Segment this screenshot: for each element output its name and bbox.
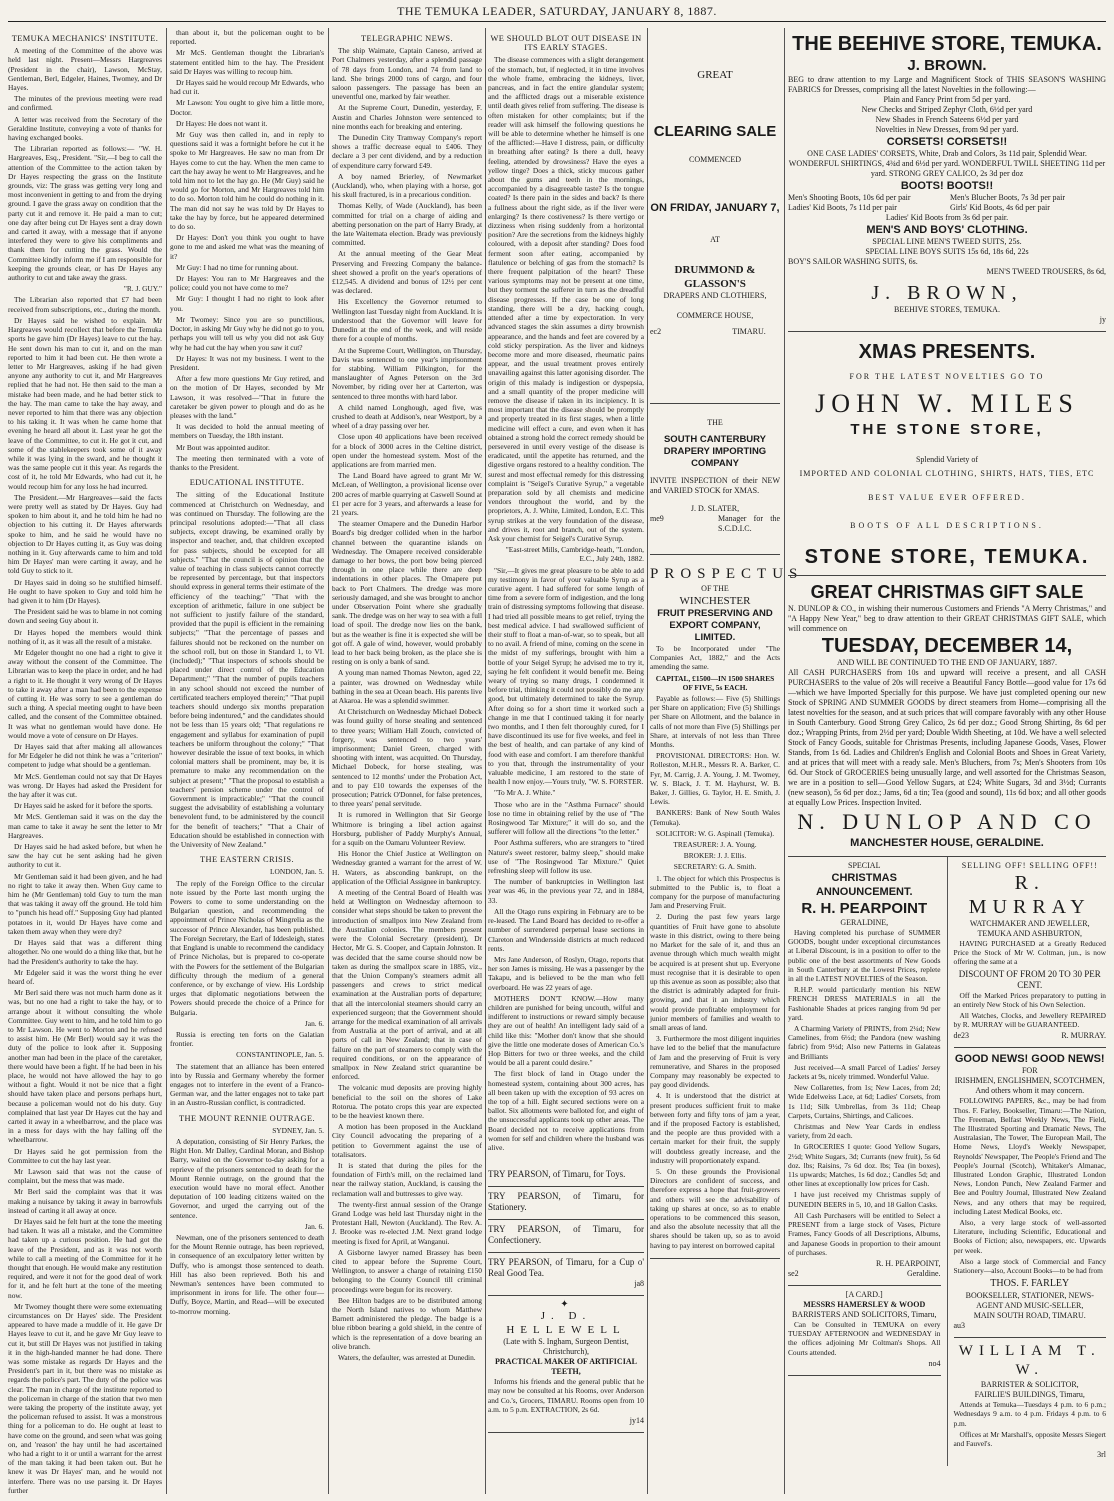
ad-text: OF THE	[701, 584, 729, 593]
paragraph: A young man named Thomas Newton, aged 22, a painter, was drowned on Wednesday while bathing in the sea at Ocean beach. His parents live at Akaroa. He was a splendid swimmer.	[332, 668, 482, 706]
article-title: TELEGRAPHIC NEWS.	[361, 34, 453, 43]
paragraph: The number of bankruptcies in Wellington last year was 46, in the previous year 72, and in 1884, 33.	[488, 877, 644, 905]
paragraph: All Cash Purchasers will be entitled to Select a PRESENT from a large stock of Vases, Picture Frames, Fancy Goods of all Descriptions, Albums, and Japanese Goods in proportion to their amount of purchases.	[788, 1210, 941, 1257]
paragraph: Dr Hayes said he felt hurt at the tone the meeting had taken. It was all a mistake, and the Committee had taken up a curious position. He had got the leave of the President, and as it was not worth while to call a meeting of the Committee for it he thought that enough. He would make any restitution required, and were it not for the good deal of work for it, and he felt hurt at the tone of the meeting now.	[8, 1216, 162, 1300]
ad-text: IMPORTED AND COLONIAL CLOTHING, SHIRTS, HATS, TIES, ETC	[799, 469, 1095, 478]
paragraph: Just received—A small Parcel of Ladies' Jersey Jackets at 9s, nicely trimmed. Wonderful Value.	[788, 1062, 941, 1082]
paragraph: In GROCERIES I quote: Good Yellow Sugars, 2½d; White Sugars, 3d; Currants (new fruit), 5s 6d doz. lbs; Raisins, 7s 6d doz. lbs; Tea (in boxes), 11s upwards; Matches, 1s 6d doz.; Candles 5d; and other lines at exceptionally low prices for Cash.	[788, 1142, 941, 1189]
ad-text: MAIN SOUTH ROAD, TIMARU.	[973, 1311, 1086, 1321]
ad-text: BOOTS OF ALL DESCRIPTIONS.	[850, 521, 1044, 530]
ad-list-item: BOY'S SAILOR WASHING SUITS, 6s.	[788, 257, 918, 266]
paragraph: A boy named Brierley, of Newmarket (Auckland), who, when playing with a horse, got his skull fractured, is in a precarious condition.	[332, 171, 482, 200]
ad-list-item: SPECIAL LINE MEN'S TWEED SUITS, 25s.	[872, 237, 1022, 246]
ad-headline: ON FRIDAY, JANUARY 7,	[650, 202, 780, 214]
ad-text: INVITE INSPECTION of their NEW and VARIED STOCK for XMAS.	[650, 476, 780, 495]
bottom-adverts-row	[788, 857, 1106, 1466]
paragraph: Mr Guy: I had no time for running about.	[176, 262, 299, 272]
ad-firm: DRUMMOND & GLASSON'S	[674, 264, 756, 290]
dentist-advert	[488, 1296, 644, 1433]
ad-text: GERALDINE,	[840, 918, 889, 927]
ad-headline: WILLIAM T. W.	[958, 1343, 1101, 1379]
ad-code: au3	[953, 1321, 966, 1331]
murray-column	[954, 857, 1107, 1466]
dateline: CONSTANTINOPLE, Jan. 5.	[236, 1050, 324, 1060]
paragraph: "Sir,—It gives me great pleasure to be able to add my testimony in favor of your valuable Syrup as a curative agent. I had suffered for some length of time from a severe form of indigestion, and the long train of distressing symptoms following that disease. I had tried all possible means to get relief, trying the best medical advice. I had swallowed sufficient of their stuff to float a man-of-war, so to speak, but all to no avail. A friend of mine, coming on the scene in the midst of my sufferings, brought with him a bottle of your Seigel Syrup; he advised me to try it, saying he felt confident it would benefit me. Being weary of trying so many drugs, I condemned it before trial, thinking it could not possibly do me any good, but ultimately determined to take the Syrup. After doing so for a short time it worked such a change in me that I continued taking it for nearly two months, and I then felt thoroughly cured, for I have discontinued its use for five weeks, and feel in the best of health, and can partake of any kind of food with ease and comfort. I am therefore thankful to you that, through the instrumentality of your valuable medicine, I am restored to the state of health I now enjoy.—Yours truly, "W. S. FORSTER.	[488, 565, 644, 787]
ad-headline: CHRISTMAS ANNOUNCEMENT.	[815, 872, 913, 898]
paragraph: Dr Hayes: It was not my business. I went to the President.	[170, 353, 324, 372]
paragraph: FOLLOWING PAPERS, &c., may be had from Thos. F. Farley, Bookseller, Timaru:—The Nation, The Freeman, Belfast Weekly News, The Field, The Illustrated Sporting and Dramatic News, The Australasian, The Tower, The European Mail, The Home News, Lloyd's Weekly Newspaper, Reynolds' Newspaper, The People's Friend and The People's Journal (Scotch), Whitaker's Almanac, Illustrated London Graphic, Illustrated London News, London Punch, New Zealand Farmer and Bee and Poultry Journal, Illustrated New Zealand News, and any others that may be required, including Latest Medical Books, etc.	[953, 1096, 1106, 1216]
article-title: EDUCATIONAL INSTITUTE.	[189, 478, 305, 488]
ad-text: And others whom it may concern.	[975, 1086, 1085, 1096]
paragraph: Dr Hayes said that after making all allowances for Mr Edgeler he did not think he was a "criterion" competent to judge what should be a gentleman.	[8, 742, 162, 770]
ad-headline: SOUTH CANTERBURY DRAPERY IMPORTING COMPANY	[663, 434, 767, 469]
paragraph: 3. Furthermore the most diligent inquiries have led to the belief that the manufacture of Jam and the preserving of Fruit is very remunerative, and Shares in the proposed Company may reasonably be expected to pay good dividends.	[650, 1034, 780, 1090]
paragraph: Mr Twomey thought there were some extenuating circumstances on Dr Hayes' side. The President appeared to have made a muddle of it. He gave Dr Hayes leave to cut it, and he gave Mr Guy leave to cut it, but still Dr Hayes was not justified in taking it in the high-handed manner he had done. There was some mistake as regards Dr Hayes and the President's part in it, but there was no mistake as regards the police's part. The duty of the police was clear. The man in charge of the institute reported to the policeman in charge of the station that two men were taking the property of the institute away, yet the policeman refused to assist. It was a monstrous thing for a policeman to do. He ought at least to have come on the ground, and seen what was going on, and 'reason' the hay until he had ascertained who had a right to it or until a warrant for the arrest of the man taking it had been taken out. But he knew it was Dr Hayes' man, and he would not interfere. There was no use parsing it. Dr Hayes further	[8, 1301, 162, 1495]
ad-headline: N. DUNLOP AND CO	[797, 809, 1097, 834]
paragraph: Can be Consulted in TEMUKA on every TUESDAY AFTERNOON and WEDNESDAY in the offices adjoining Mr Coltman's Shops. All Courts attended.	[788, 1319, 941, 1357]
paragraph: Newman, one of the prisoners sentenced to death for the Mount Rennie outrage, has been reprieved, in consequence of an exculpatory letter written by Duffy, who is amongst those sentenced to death. Hill has also been reprieved. Both his and Newman's sentences have been commuted to imprisonment in irons for life. The other four—Duffy, Boyce, Martin, and Read—will be executed to-morrow morning.	[170, 1232, 324, 1316]
pearson-adverts	[488, 1165, 644, 1495]
paragraph: The disease commences with a slight derangement of the stomach, but, if neglected, it in time involves the whole frame, embracing the kidneys, liver, pancreas, and in fact the entire glandular system; and the afflicted drags out a miserable existence until death gives relief from suffering. The disease is often mistaken for other complaints; but if the reader will ask himself the following questions he will be able to determine whether he himself is one of the afflicted:—Have I distress, pain, or difficulty in breathing after eating? Is there a dull, heavy feeling, attended by drowsiness? Have the eyes a yellow tinge? Does a thick, sticky mucous gather about the gums and teeth in the mornings, accompanied by a disagreeable taste? Is the tongue coated? Is there pain in the sides and back? Is there a fullness about the right side, as if the liver were enlarging? Is there costiveness? Is there vertigo or dizziness when rising suddenly from a horizontal position? Are the secretions from the kidneys highly coloured, with a deposit after standing? Does food ferment soon after eating, accompanied by flatulence or belching of gas from the stomach? Is there frequent palpitation of the heart? These various symptoms may not be present at one time, but they torment the sufferer in turn as the dreadful disease progresses. If the case be one of long standing, there will be a dry, hacking cough, attended after a time by expectoration. In very advanced stages the skin assumes a dirty brownish appearance, and the hands and feet are covered by a cold sticky perspiration. As the liver and kidneys become more and more diseased, rheumatic pains appear, and the usual treatment proves entirely unavailing against this latter agonising disorder. The origin of this malady is indigestion or dyspepsia, and a small quantity of the proper medicine will remove the disease if taken in its incipiency. It is most important that the disease should be promptly and properly treated in its first stages, when a little medicine will effect a cure, and even when it has obtained a strong hold the correct remedy should be persevered in until every vestige of the disease is eradicated, until the appetite has returned, and the digestive organs restored to a healthy condition. The surest and most effectual remedy for this distressing complaint is "Seigel's Curative Syrup," a vegetable preparation sold by all chemists and medicine vendors throughout the world, and by the proprietors, A. J. White, Limited, London, E.C. This syrup strikes at the very foundation of the disease, and drives it, root and branch, out of the system. Ask your chemist for Seigel's Curative Syrup.	[488, 55, 644, 543]
ad-headline: PROSPECTUS	[650, 566, 804, 582]
williams-advert	[954, 1338, 1107, 1466]
paragraph: Dr Hayes said he wished to explain. Mr Hargreaves would recollect that before the Temuka sports he gave him (Dr Hayes) leave to cut the hay. He sent down his man to cut it, and on the man reported to him it had been cut. He then wrote a letter to Mr Hargreaves, asking if he had given anyone any authority to cut it, and Mr Hargreaves replied that he had not. He then said to the man a mistake had been made, and he had better stick to the hay. The man came to take the hay away, and never reported to him that there was any objection to his taking it. It was when he came home that evening he heard all about it. Last year he got the leave of the Committee, to cut it. He got it cut, and some of the stablekeepers took some of it away while it was lying in the sward, and he thought it was the same people cut it this year. As regards the cost of it, he told Mr Edwards, who had cut it, he would recoup him for any loss he had incurred.	[8, 315, 162, 491]
paragraph: Mr Berl said there was not much harm done as it was, but no one had a right to take the hay, or to arrange about it without consulting the whole Committee. Guy went to him, and he told him to go to Mr Lawson. He went to Morton and he refused to assist him. He (Mr Berl) would say it was the duty of the police to look after it. Supposing another man had been in the place of the caretaker, there would have been a fight. If he had been in his place, he would not have allowed the hay to go without a fight. Would it not be nice that a fight should have taken place and persons perhaps hurt, because a policeman would not do his duty. Guy complained that last year Dr Hayes cut the hay and carted it away in a wheelbarrow, and the place was in a mess for days with the hay falling off the wheelbarrow.	[8, 988, 162, 1145]
column-divider	[647, 28, 648, 1494]
ad-code: jy14	[629, 1416, 644, 1426]
paragraph: BROKER: J. J. Ellis.	[683, 851, 747, 861]
paragraph: Russia is erecting ten forts on the Galatian frontier.	[170, 1029, 324, 1049]
article-title: WE SHOULD BLOT OUT DISEASE IN ITS EARLY STAGES.	[490, 34, 642, 53]
paragraph: PROVISIONAL DIRECTORS: Hon. W. Rolleston, M.H.R., Messrs R. A. Barker, C. Fyr, M. Carrig, J. A. Young, J. M. Twomey, W. S. Black, J. T. M. Hayhurst, W. B. Baker, J. Gillies, G. Taylor, H. E. Smith, J. Lewis.	[650, 751, 780, 807]
beehive-advert	[788, 28, 1106, 332]
paragraph: At the annual meeting of the Gear Meat Preserving and Freezing Company the balance-sheet showed a profit on the year's operations of £12,545. A dividend and bonus of 12½ per cent was declared.	[332, 249, 482, 296]
dateline: SYDNEY, Jan. 5.	[272, 1125, 324, 1135]
ad-headline: J. D. HELLEWELL	[506, 1310, 626, 1337]
letter-address: "East-street Mills, Cambridge-heath, "London, E.C., July 24th, 1882.	[505, 545, 644, 564]
ad-text: DRAPERS AND CLOTHIERS,	[663, 291, 767, 300]
ad-text: FOR THE LATEST NOVELTIES GO TO	[849, 372, 1045, 381]
column-divider	[947, 857, 948, 1466]
paragraph: HAVING PURCHASED at a Greatly Reduced Price the Stock of Mr W. Coltman, jun., is now offering the same at a	[953, 939, 1106, 967]
paragraph: Offices at Mr Marshall's, opposite Messrs Siegert and Fauvel's.	[953, 1429, 1106, 1449]
ad-text: AND WILL BE CONTINUED TO THE END OF JANUARY, 1887.	[836, 658, 1058, 667]
ad-text: TEMUKA AND ASHBURTON,	[977, 929, 1082, 938]
masthead: THE TEMUKA LEADER, SATURDAY, JANUARY 8, 1887.	[397, 4, 717, 18]
paragraph: Poor Asthma sufferers, who are strangers to "tired Nature's sweet restorer, balmy sleep," should make use of "The Rosingwood Tar Mixture." Quiet refreshing sleep will follow its use.	[488, 838, 644, 876]
paragraph: The minutes of the previous meeting were read and confirmed.	[8, 94, 162, 113]
ad-code: ec2	[650, 327, 662, 336]
paragraph: A Gisborne lawyer named Brassey has been cited to appear before the Supreme Court, Wellington, to answer a charge of retaining £150 belonging to the County Council till criminal proceedings were begun for its recovery.	[332, 1247, 482, 1294]
paragraph: At the Supreme Court, Dunedin, yesterday, F. Austin and Charles Johnston were sentenced to nine months each for breaking and entering.	[332, 103, 482, 131]
ad-headline: TUESDAY, DECEMBER 14,	[821, 635, 1073, 657]
ad-headline: JOHN W. MILES	[815, 389, 1079, 418]
masthead-rule	[8, 21, 1106, 22]
paragraph: CAPITAL, £1500—IN 1500 SHARES OF FIVE, 5s EACH.	[655, 673, 775, 692]
ad-subhead: MANCHESTER HOUSE, GERALDINE.	[850, 837, 1044, 849]
article-title: THE EASTERN CRISIS.	[200, 855, 294, 865]
signature: "R. J. GUY."	[123, 284, 162, 294]
ad-text: TRY PEARSON, of Timaru, for Toys.	[488, 1169, 626, 1179]
paragraph: The Land Board have agreed to grant Mr W. McLean, of Wellington, a provisional license over 200 acres of marble quarrying at Caswell Sound at £1 per acre for 3 years, and afterwards a lease for 21 years.	[332, 471, 482, 517]
paragraph: SECRETARY: G. A. Smith.	[673, 862, 757, 872]
ad-code: 3rl	[1097, 1450, 1106, 1460]
paragraph: Dr Hayes said in doing so he stultified himself. He ought to have spoken to Guy and told him he had given it to him (Dr Hayes).	[8, 577, 162, 605]
ad-text: Geraldine.	[906, 1268, 941, 1278]
paragraph: Mr Twomey: Since you are so punctilious, Doctor, in asking Mr Guy why he did not go to you, perhaps you will tell us why you did not ask Guy why he had cut the hay when you saw it cut?	[170, 314, 324, 352]
ad-subhead: CORSETS! CORSETS!!	[886, 136, 1008, 148]
column-3	[332, 28, 482, 1494]
ad-headline: GREAT CHRISTMAS GIFT SALE	[810, 582, 1084, 602]
paragraph: Also a large stock of Commercial and Fancy Stationery—also, Account Books—to be had from	[953, 1256, 1106, 1276]
paragraph: R.H.P. would particularly mention his NEW FRENCH DRESS MATERIALS in all the Fashionable Shades at prices ranging from 9d per yard.	[788, 985, 941, 1022]
paragraph: Mr Berl said the complaint was that it was making a nuisance by taking it away in barrowfuls instead of carting it all away at once.	[8, 1187, 162, 1215]
paragraph: MOTHERS DON'T KNOW.—How many children are punished for being uncouth, wilful and indifferent to instructions or reward simply because they are out of health! An intelligent lady said of a child like this: "Mother don't know that she should give the little one moderate doses of American Co.'s Hop Bitters for two or three weeks, and the child would be all a parent could desire."	[488, 993, 644, 1068]
ad-signature: R. MURRAY.	[1061, 1031, 1106, 1041]
ad-text: FAIRLIE'S BUILDINGS, Timaru,	[974, 1390, 1085, 1400]
paragraph: Also, a very large stock of well-assorted Literature, including Scientific, Educational and Books of Fiction; also, newspapers, etc. Upwards per week.	[953, 1218, 1106, 1255]
ad-list-item: Ladies' Kid Boots, 7s 11d per pair	[788, 203, 897, 212]
ad-list-item: Men's Shooting Boots, 10s 6d per pair	[788, 193, 911, 202]
paragraph: Those who are in the "Asthma Furnace" should lose no time in obtaining relief by the use of "The Rosingwood Tar Mixture;" it will do so, and the sufferer will follow all the directions "to the letter."	[488, 799, 644, 837]
paragraph: The statement that an alliance has been entered into by Russia and Germany whereby the former engages not to interfere in the event of a Franco-German war, and the latter engages not to take part in an Austro-Russian conflict, is contradicted.	[170, 1061, 324, 1108]
ad-text: TRY PEARSON, of Timaru, for Stationery.	[488, 1191, 644, 1212]
ad-subhead: DISCOUNT OF FROM 20 TO 30 PER CENT.	[958, 968, 1101, 990]
paragraph: Mr Gentleman said it had been given, and he had no right to take it away then. When Guy came to him he (Mr Gentleman) told Guy to turn the man that was taking it away off the ground. He told him to "punch his head off." Supposing Guy had planted potatoes in it, would Dr Hayes have come and taken them away when they were dry?	[8, 871, 162, 936]
card-advert	[788, 1286, 941, 1376]
ad-headline: J. BROWN,	[871, 282, 1023, 304]
paragraph: A meeting of the Central Board of Health was held at Wellington on Wednesday afternoon to consider what steps should be taken to prevent the introduction of smallpox into New Zealand from the Australian colonies. The members present were the Colonial Secretary (president), Dr Hector, Mr G. S. Cooper, and Captain Johnston. It was decided that the same course should now be taken as during the smallpox scare in 1885, viz., that the Union Company's steamers admit all passengers and crews to strict medical examination at the Australian ports of departure; that all the intercolonial steamers should carry an experienced surgeon; that the Government should arrange for the medical examination of all arrivals from Australia at the port of arrival, and at all ports of call in New Zealand; that in case of failure on the part of steamers to comply with the required conditions, or on the appearance of smallpox in New Zealand strict quarantine be enforced.	[332, 888, 482, 1082]
ad-text: COMMENCED	[688, 155, 741, 164]
paragraph: Payable as follows:— Five (5) Shillings per Share on application; Five (5) Shillings per Share on Allotment, and the balance in calls of not more than Five (5) Shillings per Share, at intervals of not less than Three Months.	[650, 694, 780, 750]
paragraph: The President said he was to blame in not coming down and seeing Guy about it.	[8, 607, 162, 626]
scdic-advert	[650, 404, 780, 555]
clearing-sale-advert	[650, 28, 780, 404]
ad-list-item: Men's Blucher Boots, 7s 3d per pair	[950, 193, 1065, 202]
ad-list-item: New Checks and Striped Zephyr Cloth, 6½d per yard	[861, 105, 1033, 114]
paragraph: Waters, the defaulter, was arrested at Dunedin.	[338, 1353, 476, 1363]
paragraph: At the Supreme Court, Wellington, on Thursday, Davis was sentenced to one year's imprisonment for stabbing. William Pilkington, for the manslaughter of Agnes Peterson on the 3rd November, by riding over her at Carterton, was sentenced to three months with hard labor.	[332, 345, 482, 401]
ad-headline: R. H. PEARPOINT	[801, 900, 928, 917]
ad-list-item: SPECIAL LINE BOYS SUITS 15s 6d, 18s 6d, 22s	[865, 247, 1029, 256]
ad-text: BOOKSELLER, STATIONER, NEWS-AGENT AND MUSIC-SELLER,	[965, 1291, 1094, 1311]
paragraph: Mr Guy was then called in, and in reply to questions said it was a fortnight before he cut it he spoke to Mr Hargreaves. He saw no man from Dr Hayes come to cut the hay. When the men came to cart the hay away he went to Mr Hargreaves, and he told him not to let the hay go. He (Mr Guy) said he would go for Morton, and Mr Hargreaves told him to do so. Morton told him he could do nothing in it. The man did not say he was told by Dr Hayes to take the hay by force, but he appeared determined to do so.	[170, 130, 324, 232]
ad-headline: GOOD NEWS! GOOD NEWS!	[954, 1053, 1105, 1066]
paragraph: The ship Waimate, Captain Caneso, arrived at Port Chalmers yesterday, after a splendid passage of 78 days from London, and 74 from land to land. She brings 2000 tons of cargo, and four saloon passengers. The passage has been an uneventful one, marked by fair weather.	[332, 46, 482, 102]
paragraph: A deputation, consisting of Sir Henry Parkes, the Right Hon. Mr Dalley, Cardinal Moran, and Bishop Barry, waited on the Governor to-day asking for a reprieve of the prisoners sentenced to death for the Mount Rennie outrage, on the ground that the execution would have no moral effect. Another deputation of 100 leading citizens waited on the Governor, and urged the carrying out of the sentence.	[170, 1136, 324, 1220]
ad-headline: STONE STORE, TEMUKA.	[804, 546, 1090, 568]
ad-headline: THOS. F. FARLEY	[990, 1278, 1070, 1290]
paragraph: 4. It is understood that the district at present produces sufficient fruit to make between forty and fifty tons of jam a year, and if the proposed Factory is established, and the people are thus provided with a certain market for their fruit, the supply will doubtless greatly increase, and the industry will proportionately expand.	[650, 1091, 780, 1165]
murray-advert	[954, 857, 1107, 1048]
paragraph: Mr Bout was appointed auditor.	[176, 442, 270, 452]
pearpoint-advert	[788, 857, 941, 1286]
ad-text: BEEHIVE STORES, TEMUKA.	[894, 305, 1000, 314]
paragraph: Mr McS. Gentleman thought the Librarian's statement entitled him to the hay. The President said Dr Hayes was willing to recoup him.	[170, 48, 324, 76]
paragraph: The first block of land in Otago under the homestead system, containing about 300 acres, has all been taken up with the exception of 93 acres on the top of a hill. Eight secured sections were on a ballot. Six allotments were balloted for, and eight of the unsuccessful applicants took up other areas. The Board decided not to receive applications from women for self and children where the husband was alive.	[488, 1069, 644, 1152]
paragraph: A Charming Variety of PRINTS, from 2¼d; New Camelines, from 6½d; the Pandora (new washing fabric) from 9½d; Also new Patterns in Galateas and Brilliants	[788, 1024, 941, 1061]
ad-text: COMMERCE HOUSE,	[676, 311, 754, 320]
ad-list-item: Plain and Fancy Print from 5d per yard.	[883, 95, 1011, 104]
ad-text: WATCHMAKER AND JEWELLER,	[969, 919, 1090, 928]
ad-text: BEST VALUE EVER OFFERED.	[868, 493, 1026, 502]
ad-signature: R. H. PEARPOINT,	[875, 1258, 941, 1268]
pearson-advert	[488, 1220, 644, 1253]
paragraph: TREASURER: J. A. Young.	[673, 840, 757, 850]
paragraph: It is rumored in Wellington that Sir George Whitmore is bringing a libel action against Horsburg, publisher of Paddy Murphy's Annual, for a squib on the Oamaru Volunteer Review.	[332, 810, 482, 848]
paragraph: Mr McS. Gentleman said it was on the day the man came to take it away he sent the letter to Mr Hargreaves.	[8, 812, 162, 840]
farley-advert	[954, 1048, 1107, 1338]
ad-subhead: MEN'S AND BOYS' CLOTHING.	[866, 224, 1028, 236]
paragraph: Mr Lawson: You ought to give him a little more, Doctor.	[170, 98, 324, 117]
pearson-advert	[488, 1187, 644, 1220]
paragraph: Dr Hayes said he would recoup Mr Edwards, who had cut it.	[170, 78, 324, 97]
column-2	[170, 28, 324, 1494]
ad-code: no4	[928, 1358, 941, 1368]
ad-text: IRISHMEN, ENGLISHMEN, SCOTCHMEN,	[954, 1076, 1105, 1086]
column-divider	[166, 28, 167, 1494]
dateline: LONDON, Jan. 5.	[270, 867, 324, 877]
paragraph: I have just received my Christmas supply of DUNEDIN BEERS in 5, 10, and 18 Gallon Casks.	[788, 1190, 941, 1209]
paragraph: His Excellency the Governor returned to Wellington last Tuesday night from Auckland. It is understood that the Governor will leave for Dunedin at the end of the week, and will reside there for a couple of months.	[332, 297, 482, 344]
ad-text: WONDERFUL SHIRTINGS, 4¾d and 6½d per yard. WONDERFUL TWILL SHEETING 11d per yard. STRONG GREY CALICO, 2s 3d per doz	[788, 159, 1106, 178]
paragraph: The twenty-first annual session of the Orange Grand Lodge was held last Thursday night in the Protestant Hall, Newton (Auckland). The Rev. A. J. Brooke was re-elected J.M. Next grand lodge meeting is fixed for April, at Wanganui.	[332, 1199, 482, 1246]
paragraph: His Honor the Chief Justice at Wellington on Wednesday granted a warrant for the arrest of W. H. Waters, as absconding bankrupt, on the application of the Official Assignee in bankruptcy.	[332, 849, 482, 886]
ad-text: BEG to draw attention to my Large and Magnificent Stock of THIS SEASON'S WASHING FABRICS for Dresses, comprising all the latest Novelties in the following:—	[788, 75, 1106, 94]
column-divider	[784, 28, 785, 1494]
ad-text: Splendid Variety of	[915, 455, 979, 464]
ad-text: TRY PEARSON, of Timaru, for Confectionery.	[488, 1224, 644, 1245]
paragraph: The sitting of the Educational Institute commenced at Christchurch on Wednesday, and was continued on Thursday. The following are the principal resolutions adopted:—"That all class subjects, except drawing, be examined orally by inspector and teacher, and, that children excepted for pass subjects, should be excepted for all subjects." "That the council is of opinion that the value of teaching in class subjects cannot correctly be represented by percentage, but that inspectors should express in general terms their estimate of the efficiency of the teaching;" "That with the exception of arithmetic, failure in one subject be not sufficient to justify failure of the standard, provided that the pupil is efficient in the remaining subjects;" "That the percentage of passes and failures should not be reckoned on the number on the school roll, but on those in Standard 1, to VI. (included);" "That inspectors of schools should be placed under direct control of the Education Department;" "That the number of pupils teachers in any school should not exceed the number of certificated teachers employed therein;" "That pupil teachers should undergo six months preparation before being indentured," and the candidates should not be less than 15 years old; "That regulations re engagement and syllabus for examination of pupil teachers be uniform throughout the colony;" "That however desirable the issue of text books, in which colonial matters shall be prominent, may be, it is premature to make any recommendation on the subject at present;" "That the proposal to establish a teachers' pension scheme under the control of Government is impracticable;" "That the council suggest the advisability of establishing a voluntary benevolent fund, to be administered by the council for the benefit of teachers;" "That a Chair of Education should be established in connection with the University of New Zealand."	[170, 490, 324, 850]
paragraph: Mr Edgeler thought no one had a right to give it away without the consent of the Committee. The Librarian was to keep the place in order, and he had a right to it. He thought it very wrong of Dr Hayes to take it away after a man had been to the expense of cutting it. He was sorry to see a gentleman do such a thing. A special meeting ought to have been called, and the consent of the Committee obtained. It was what no gentleman would have done. He would move a vote of censure on Dr Hayes.	[8, 648, 162, 740]
ad-text: AT	[710, 235, 720, 244]
pearson-advert	[488, 1253, 644, 1296]
paragraph: Mr McS. Gentleman could not say that Dr Hayes was wrong. Dr Hayes had asked the President for the hay after it was cut.	[8, 771, 162, 800]
ad-headline: MESSRS HAMERSLEY & WOOD	[803, 1299, 926, 1309]
paragraph: Close upon 40 applications have been received for a block of 3000 acres in the Celtine district, open under the homestead system. Most of the applications are from married men.	[332, 432, 482, 469]
ad-list-item: New Shades in French Sateens 6½d per yard	[875, 115, 1019, 124]
xmas-presents-advert	[788, 332, 1106, 576]
paragraph: Mr Edgeler said it was the worst thing he ever heard of.	[8, 967, 162, 986]
paragraph: A motion has been proposed in the Auckland City Council advocating the preparing of a petition to Government against the use of totalisators.	[332, 1122, 482, 1159]
column-divider	[485, 28, 486, 1494]
paragraph: Attends at Temuka—Tuesdays 4 p.m. to 6 p.m.; Wednesdays 9 a.m. to 4 p.m. Fridays 4 p.m. to 6 p.m.	[953, 1400, 1106, 1428]
paragraph: At Christchurch on Wednesday Michael Dobeck was found guilty of horse stealing and sentenced to three years; William Hall Zouch, convicted of forgery, was sentenced to two years' imprisonment; Daniel Green, charged with shooting with intent, was acquitted. On Thursday, Michael Dobeck, for horse stealing, was sentenced to 12 months' under the Probation Act, and to pay £10 towards the expenses of the prosecution; Patrick O'Donnel, for false pretences, to three years' penal servitude.	[332, 707, 482, 809]
ad-headline: R. MURRAY	[968, 872, 1091, 918]
dateline: Jan. 6.	[304, 1221, 324, 1231]
ad-text: WINCHESTER	[679, 595, 751, 607]
paragraph: Off the Marked Prices preparatory to putting in an entirely New Stock of his Own Selection.	[953, 990, 1106, 1009]
paragraph: Mrs Jane Anderson, of Roslyn, Otago, reports that her son James is missing. He was a passenger by the Takapu, and is believed to be the man who fell overboard. He was 22 years of age.	[488, 954, 644, 992]
ad-text: THE	[707, 418, 723, 427]
paragraph: Dr Hayes: You ran to Mr Hargreaves and the police; could you not have come to me?	[170, 274, 324, 293]
gift-sale-advert	[788, 576, 1106, 857]
article-title: THE MOUNT RENNIE OUTRAGE.	[179, 1113, 315, 1123]
ad-text: PRACTICAL MAKER OF ARTIFICIAL TEETH,	[495, 1357, 637, 1377]
paragraph: Christmas and New Year Cards in endless variety, from 2d each.	[788, 1122, 941, 1141]
ad-text: GREAT	[697, 69, 733, 81]
ad-text: TRY PEARSON, of Timaru, for a Cup o' Real Good Tea.	[488, 1257, 644, 1278]
paragraph: Dr Hayes said he got permission from the Committee to cut the hay last year.	[8, 1146, 162, 1165]
paragraph: "To Mr A. J. White."	[494, 788, 556, 798]
article-title: TEMUKA MECHANICS' INSTITUTE.	[11, 34, 159, 43]
paragraph: 5. On these grounds the Provisional Directors are confident of success, and therefore express a hope that fruit-growers and others will see the advisability of taking up shares at once, so as to enable operations to be commenced this season, and also the absolute necessity that all the shares should be taken up, so as to avoid having to pay interest on borrowed capital	[650, 1166, 780, 1250]
ad-code: ja8	[634, 1279, 644, 1288]
paragraph: 2. During the past few years large quantities of Fruit have gone to absolute waste in this district, owing to there being no Market for the sale of it, and thus an avenue through which much wealth might be acquired is at present shut up. Everyone must recognise that it is desirable to open up this avenue as soon as possible; also that the district is admirably adapted for fruit-growing, and that it an industry which would provide profitable employment for junior members of families and wealth to small areas of land.	[650, 912, 780, 1032]
paragraph: Bee Hilton badges are to be distributed among the North Island natives to whom Matthew Barnett administered the pledge. The badge is a blue ribbon bearing a gold shield, in the centre of which is the representation of a dove bearing an olive branch.	[332, 1295, 482, 1351]
column-1	[8, 28, 162, 1494]
paragraph: A letter was received from the Secretary of the Geraldine Institute, conveying a vote of thanks for having exchanged books.	[8, 114, 162, 143]
ad-text: ONE CASE LADIES' CORSETS, White, Drab and Colors, 3s 11d pair, Splendid Wear.	[807, 149, 1087, 158]
paragraph: Dr Hayes: He does not want it.	[176, 118, 268, 128]
pearson-advert	[488, 1165, 644, 1187]
ad-headline: CLEARING SALE	[653, 123, 777, 140]
paragraph: A meeting of the Committee of the above was held last night. Present—Messrs Hargreaves (President in the chair), Lawson, McStay, Gentleman, Berl, Edgeler, Haines, Twomey, and Dr Hayes.	[8, 46, 162, 93]
paragraph: SOLICITOR: W. G. Aspinall (Temuka).	[655, 828, 775, 838]
paragraph: The reply of the Foreign Office to the circular note issued by the Porte last month urging the Powers to come to some understanding on the Bulgarian question, and recommending the appointment of Prince Nicholas of Mingrelia as the successor of Prince Alexander, has been published. The Foreign Secretary, the Earl of Iddesleigh, states that England is unable to recommend the candidacy of Prince Nicholas, but is prepared to co-operate with the Powers for the settlement of the Bulgarian difficulty through the medium of a general conference, or by exchange of view. His Lordship urges that diplomatic negotiations between the Powers should precede the choice of a Prince for Bulgaria.	[170, 878, 324, 1017]
paragraph: Dr Hayes said that was a different thing altogether. No one would do a thing like that, but he had the President's authority to take the hay.	[8, 938, 162, 966]
paragraph: The Librarian reported as follows:— "W. H. Hargreaves, Esq., President. "Sir,—I beg to call the attention of the Committee to the action taken by Dr Hayes respecting the grass on the Institute grounds, viz: The grass was getting very long and most inconvenient in getting to and from the drying ground. I gave the grass away on condition that the party cut it and remove it. He paid a man to cut; one day after being cut Dr Hayes sent a dray down and carted it away, with a message that if anyone interfered they were to give his compliments and thank them for cutting the grass. Would the Committee kindly inform me if I am responsible for keeping the grounds clear, or has Dr Hayes any authority to cut and take away the grass.	[8, 144, 162, 283]
paragraph: Dr Hayes hoped the members would think nothing of it, as it was all the result of a mistake.	[8, 627, 162, 646]
paragraph: BANKERS: Bank of New South Wales (Temuka).	[650, 808, 780, 827]
ad-list-item: Girls' Kid Boots, 4s 6d per pair	[950, 203, 1050, 212]
ad-list-item: Novelties in New Dresses, from 9d per yard.	[875, 125, 1019, 134]
paragraph: Informs his friends and the general public that he may now be consulted at his Rooms, over Anderson and Co.'s, Grocers, TIMARU. Rooms open from 10 a.m. to 5 p.m. EXTRACTION, 2s 6d.	[488, 1377, 644, 1414]
paragraph: than about it, but the policeman ought to be reported.	[170, 28, 324, 47]
paragraph: The steamer Omapere and the Dunedin Harbor Board's big dredger collided when in the harbor channel between the quarantine islands on Wednesday. The Omapere received considerable damage to her bows, the port bow being pierced through in one place while there are deep indentations in other places. The Omapere put back to Port Chalmers. The dredge was more seriously damaged, and she was brought to anchor under Observation Point where she gradually sank. The dredge was on her way to sea with a full load of spoil. The dredge now lies on the bank, but as the weather is fine it is expected she will be got off. A gale of wind, however, would probably lead to her back being broken, as the place she is resting on is only a bank of sand.	[332, 519, 482, 667]
paragraph: All Watches, Clocks, and Jewellery REPAIRED by R. MURRAY will be GUARANTEED.	[953, 1011, 1106, 1030]
ad-list-item: MEN'S TWEED TROUSERS, 8s 6d,	[986, 267, 1106, 276]
ad-code: me9	[650, 514, 664, 523]
ad-headline: THE STONE STORE,	[850, 421, 1044, 438]
ad-subhead: BOOTS! BOOTS!!	[900, 180, 994, 192]
pearpoint-column	[788, 857, 941, 1466]
paragraph: Mr Lawson said that was not the cause of complaint, but the mess that was made.	[8, 1166, 162, 1186]
paragraph: Dr Hayes: Don't you think you ought to have gone to me and asked me what was the meaning of it?	[170, 233, 324, 261]
paragraph: The Dunedin City Tramway Company's report shows a traffic decrease equal to £406. They declare a 3 per cent dividend, and by a reduction of expenditure carry forward £49.	[332, 133, 482, 170]
ad-text: N. DUNLOP & CO., in wishing their numerous Customers and Friends "A Merry Christmas," and "A Happy New Year," beg to draw attention to their GREAT CHRISTMAS GIFT SALE, which will commence on	[788, 604, 1106, 633]
paragraph: The volcanic mud deposits are proving highly beneficial to the soil on the shores of Lake Rotorua. The potato crops this year are expected to be the heaviest known there.	[332, 1083, 482, 1120]
ad-text: Manager for the S.C.D.I.C.	[718, 514, 780, 533]
ad-text: SELLING OFF! SELLING OFF!!	[961, 861, 1098, 870]
ad-headline: THE BEEHIVE STORE, TEMUKA.	[792, 33, 1102, 55]
paragraph: The meeting then terminated with a vote of thanks to the President.	[170, 453, 324, 472]
paragraph: Thomas Kelly, of Wade (Auckland), has been committed for trial on a charge of aiding and abetting personation on the part of Harry Brady, at the late Waitemata election. Brady was previously committed.	[332, 201, 482, 248]
ad-text: (Late with S. Ingham, Surgeon Dentist, Christchurch),	[503, 1337, 629, 1357]
paragraph: Mr Guy: I thought I had no right to look after you.	[170, 294, 324, 313]
tooth-icon: ✦	[560, 1299, 572, 1310]
ad-text: SPECIAL	[848, 861, 881, 870]
ad-list-item: Ladies' Kid Boots from 3s 6d per pair.	[885, 213, 1009, 222]
paragraph: The President.—Mr Hargreaves—said the facts were pretty well as stated by Dr Hayes. Guy had spoken to him about it, and he told him he had no objection to his cutting it. Dr Hayes afterwards spoke to him, and he said he would have no objection to Dr Hayes cutting it, as Guy was doing nothing in it. Guy afterwards came to him and told him Dr Hayes' man were carting it away, and he told Guy to stick to it.	[8, 492, 162, 576]
ad-text: BARRISTERS AND SOLICITORS, Timaru,	[791, 1309, 937, 1319]
paragraph: A child named Longhough, aged five, was crushed to death at Addison's, near Westport, by a wheel of a dray passing over her.	[332, 402, 482, 431]
ad-text: TIMARU.	[732, 327, 766, 336]
paragraph: After a few more questions Mr Guy retired, and on the motion of Dr Hayes, seconded by Mr Lawson, it was resolved—"That in future the caretaker be given power to plough and do as he pleases with the land."	[170, 374, 324, 420]
ad-code: de23	[953, 1031, 970, 1041]
ad-headline: J. BROWN.	[907, 57, 987, 74]
ad-text: All CASH PURCHASERS from 10s and upward will receive a present, and all CASH PURCHASERS to the value of 20s will receive a Beautiful Fancy Bottle—good value for 17s 6d—which we have Imported Specially for this purpose. We have just completed opening our new Stock of SPRING AND SUMMER GOODS by direct steamers from Home—comprising all the latest novelties for the season, and at such prices that will compare favorably with any other House in South Canterbury. Good Strong Grey Calico, 2s 6d per doz.; Good Strong Shirting, 8s 6d per doz.; Wrapping Prints, from 2½d per yard; Double Width Sheeting, at 10d. We have a well selected Stock of Fancy Goods, suitable for Christmas Presents, including Japanese Goods, Vases, Flower Stands, from 1s 6d. Ladies and Children's English and Colonial Boots and Shoes in Great Variety, and at prices that will meet with a ready sale. Men's Bluchers, from 7s; Men's Shooters from 10s 6d. Our Stock of GROCERIES being unusually large, and well assorted for the Christmas Season, we are in a position to sell—Good Yellow Sugars, at £24; White Sugars, 3d and 3½d; Currants (new season), 5s 6d per doz.; Jams, 6d a tin; Tea (good and sound), 11s 6d box; and all other goods at equally Low Prices. Inspection Invited.	[788, 668, 1106, 807]
paragraph: Having completed his purchase of SUMMER GOODS, bought under exceptional circumstances at Liberal Discount, is in a position to offer to the public one of the best assortments of New Goods in South Canterbury at the Lowest Prices, replete in all the LATEST NOVELTIES of the Season.	[788, 928, 941, 984]
paragraph: 1. The object for which this Prospectus is submitted to the Public is, to float a company for the purpose of manufacturing Jam and Preserving Fruit.	[650, 873, 780, 911]
ad-text: FOR	[1021, 1066, 1038, 1076]
paragraph: It is stated that during the piles for the foundation of Firth's mill, on the reclaimed land near the railway station, Auckland, is causing the reclamation wall and buttresses to give way.	[332, 1160, 482, 1198]
ad-code: jy	[1099, 315, 1106, 324]
prospectus-advert	[650, 555, 804, 1259]
column-divider	[328, 28, 329, 1494]
dateline: Jan. 6.	[304, 1018, 324, 1028]
ad-headline: XMAS PRESENTS.	[858, 341, 1036, 363]
ad-headline: FRUIT PRESERVING AND EXPORT COMPANY, LIMITED.	[657, 608, 773, 643]
paragraph: The Librarian also reported that £7 had been received from subscriptions, etc., during the month.	[8, 295, 162, 314]
paragraph: Dr Hayes said he had asked before, but when he saw the hay cut he sent asking had he given authority to cut it.	[8, 842, 162, 870]
paragraph: It was decided to hold the annual meeting of members on Tuesday, the 18th instant.	[170, 422, 324, 441]
column-6-adverts	[788, 28, 1106, 1494]
paragraph: To be Incorporated under "The Companies Act, 1882," and the Acts amending the same.	[650, 644, 780, 672]
ad-text: [A CARD.]	[845, 1289, 883, 1299]
paragraph: Dr Hayes said he asked for it before the sports.	[14, 801, 153, 811]
paragraph: New Collarettes, from 1s; New Laces, from 2d; Wide Edelweiss Lace, at 6d; Ladies' Corsets, from 1s 11d; Silk Umbrellas, from 3s 11d; Cheap Carpets, Curtains, Shirtings, and Calicoes.	[788, 1083, 941, 1120]
ad-text: BARRISTER & SOLICITOR,	[980, 1380, 1079, 1390]
ad-signature: J. D. SLATER,	[690, 504, 740, 513]
ad-code: se2	[788, 1268, 799, 1278]
paragraph: All the Otago runs expiring in February are to be re-leased. The Land Board has decided to re-offer a number of surrendered perpetual lease sections in Clareton and Windersside districts at much reduced rents.	[488, 906, 644, 953]
